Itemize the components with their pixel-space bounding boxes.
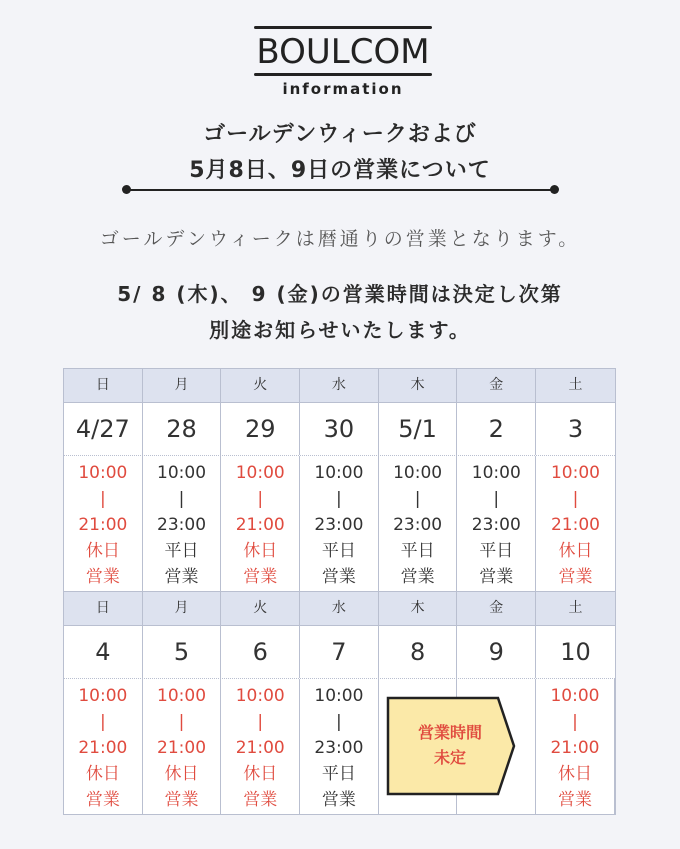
- day-type: 休日: [557, 764, 592, 784]
- title-divider: [126, 189, 554, 191]
- open-time: 10:00: [235, 686, 285, 706]
- open-time: 10:00: [78, 463, 128, 483]
- day-type-suffix: 営業: [243, 790, 278, 810]
- day-type: 平日: [164, 541, 199, 561]
- notice-line1: ゴールデンウィークは暦通りの営業となります。: [99, 228, 581, 250]
- day-type: 平日: [400, 541, 435, 561]
- date-cell: 3: [567, 415, 584, 443]
- day-type: 休日: [558, 541, 593, 561]
- weekday-sun: 日: [64, 369, 143, 402]
- weekday-mon: 月: [143, 369, 222, 402]
- time-separator: |: [99, 489, 106, 509]
- day-type: 休日: [85, 541, 120, 561]
- weekday-wed: 水: [300, 592, 379, 625]
- date-row: [64, 626, 615, 679]
- close-time: 21:00: [550, 738, 600, 758]
- time-separator: |: [493, 489, 500, 509]
- hours-cell: [64, 679, 143, 814]
- weekday-sat: 土: [568, 377, 583, 393]
- divider-dot-left: [122, 185, 131, 194]
- hours-cell: [64, 456, 143, 591]
- time-separator: |: [336, 712, 342, 732]
- hours-cell: [221, 456, 300, 591]
- logo-wordmark: BOULCOM: [256, 32, 430, 72]
- weekday-thu: 木: [379, 592, 458, 625]
- weekday-sun: 日: [64, 592, 143, 625]
- close-time: 23:00: [157, 515, 207, 535]
- open-time: 10:00: [157, 686, 207, 706]
- calendar: [63, 368, 616, 815]
- tbd-line1: 営業時間: [417, 723, 482, 742]
- weekday-tue: 火: [221, 369, 300, 402]
- date-cell: 8: [379, 626, 458, 678]
- day-type-suffix: 営業: [321, 790, 356, 810]
- date-cell: 29: [221, 403, 300, 455]
- day-type: 平日: [321, 541, 356, 561]
- hours-cell: [379, 456, 458, 591]
- divider-dot-right: [550, 185, 559, 194]
- tbd-banner-text: [386, 720, 514, 770]
- hours-cell: [536, 456, 615, 591]
- hours-cell: [143, 679, 222, 814]
- date-cell: 2: [457, 403, 536, 455]
- date-cell: 4/27: [64, 403, 143, 455]
- open-time: 10:00: [471, 463, 521, 483]
- close-time: 21:00: [235, 515, 285, 535]
- day-type-suffix: 営業: [479, 567, 514, 587]
- hours-cell: [300, 679, 379, 814]
- date-cell: 7: [300, 626, 379, 678]
- tbd-line2: 未定: [433, 748, 466, 767]
- date-row: [64, 403, 615, 456]
- date-cell: 5/1: [379, 403, 458, 455]
- weekday-mon: 月: [143, 592, 222, 625]
- open-time: 10:00: [314, 463, 364, 483]
- hours-cell: [143, 456, 222, 591]
- brand-logo: [250, 26, 436, 98]
- hours-cell: [221, 679, 300, 814]
- time-separator: |: [414, 489, 421, 509]
- time-separator: |: [178, 712, 185, 732]
- day-type-suffix: 営業: [164, 567, 199, 587]
- time-separator: |: [257, 489, 264, 509]
- open-time: 10:00: [157, 463, 207, 483]
- notice-line3: 別途お知らせいたします。: [209, 318, 471, 342]
- logo-rule-top: [254, 26, 432, 29]
- day-type: 休日: [164, 764, 199, 784]
- date-cell: 10: [560, 638, 591, 666]
- date-cell: 4: [64, 626, 143, 678]
- close-time: 23:00: [314, 738, 364, 758]
- date-cell: 6: [221, 626, 300, 678]
- time-separator: |: [336, 489, 342, 509]
- date-cell: 5: [143, 626, 222, 678]
- day-type-suffix: 営業: [400, 567, 435, 587]
- hours-cell: [300, 456, 379, 591]
- logo-subtitle: information: [282, 80, 404, 98]
- open-time: 10:00: [550, 686, 600, 706]
- logo-rule-bottom: [254, 73, 432, 76]
- open-time: 10:00: [550, 463, 600, 483]
- close-time: 21:00: [157, 738, 207, 758]
- day-type: 休日: [243, 764, 278, 784]
- day-type-suffix: 営業: [164, 790, 199, 810]
- day-type: 平日: [479, 541, 514, 561]
- page-title-line2: 5月8日、9日の営業について: [189, 158, 491, 183]
- open-time: 10:00: [393, 463, 443, 483]
- hours-cell: [457, 456, 536, 591]
- open-time: 10:00: [314, 686, 364, 706]
- day-type: 平日: [321, 764, 356, 784]
- day-type-suffix: 営業: [557, 790, 592, 810]
- time-separator: |: [178, 489, 185, 509]
- day-type-suffix: 営業: [85, 567, 120, 587]
- weekday-fri: 金: [457, 369, 536, 402]
- open-time: 10:00: [78, 686, 128, 706]
- day-type-suffix: 営業: [558, 567, 593, 587]
- weekday-header-row: [64, 369, 615, 403]
- day-type-suffix: 営業: [321, 567, 356, 587]
- close-time: 23:00: [471, 515, 521, 535]
- weekday-tue: 火: [221, 592, 300, 625]
- open-time: 10:00: [235, 463, 285, 483]
- date-cell: 28: [143, 403, 222, 455]
- time-separator: |: [99, 712, 106, 732]
- close-time: 23:00: [314, 515, 364, 535]
- close-time: 21:00: [78, 515, 128, 535]
- date-cell: 30: [300, 403, 379, 455]
- weekday-fri: 金: [457, 592, 536, 625]
- weekday-thu: 木: [379, 369, 458, 402]
- day-type-suffix: 営業: [85, 790, 120, 810]
- close-time: 21:00: [78, 738, 128, 758]
- date-cell: 9: [457, 626, 536, 678]
- hours-row: [64, 456, 615, 592]
- time-separator: |: [257, 712, 264, 732]
- tbd-banner: [386, 696, 520, 796]
- weekday-sat: 土: [568, 600, 583, 616]
- close-time: 21:00: [550, 515, 600, 535]
- close-time: 23:00: [393, 515, 443, 535]
- time-separator: |: [572, 489, 579, 509]
- day-type-suffix: 営業: [243, 567, 278, 587]
- time-separator: |: [572, 712, 578, 732]
- close-time: 21:00: [235, 738, 285, 758]
- hours-cell: [536, 679, 615, 814]
- page-title-line1: ゴールデンウィークおよび: [203, 122, 477, 147]
- hours-row: [64, 679, 615, 814]
- notice-line2: 5/ 8 (木)、 9 (金)の営業時間は決定し次第: [117, 282, 563, 306]
- weekday-wed: 水: [300, 369, 379, 402]
- day-type: 休日: [243, 541, 278, 561]
- day-type: 休日: [85, 764, 120, 784]
- weekday-header-row: [64, 592, 615, 626]
